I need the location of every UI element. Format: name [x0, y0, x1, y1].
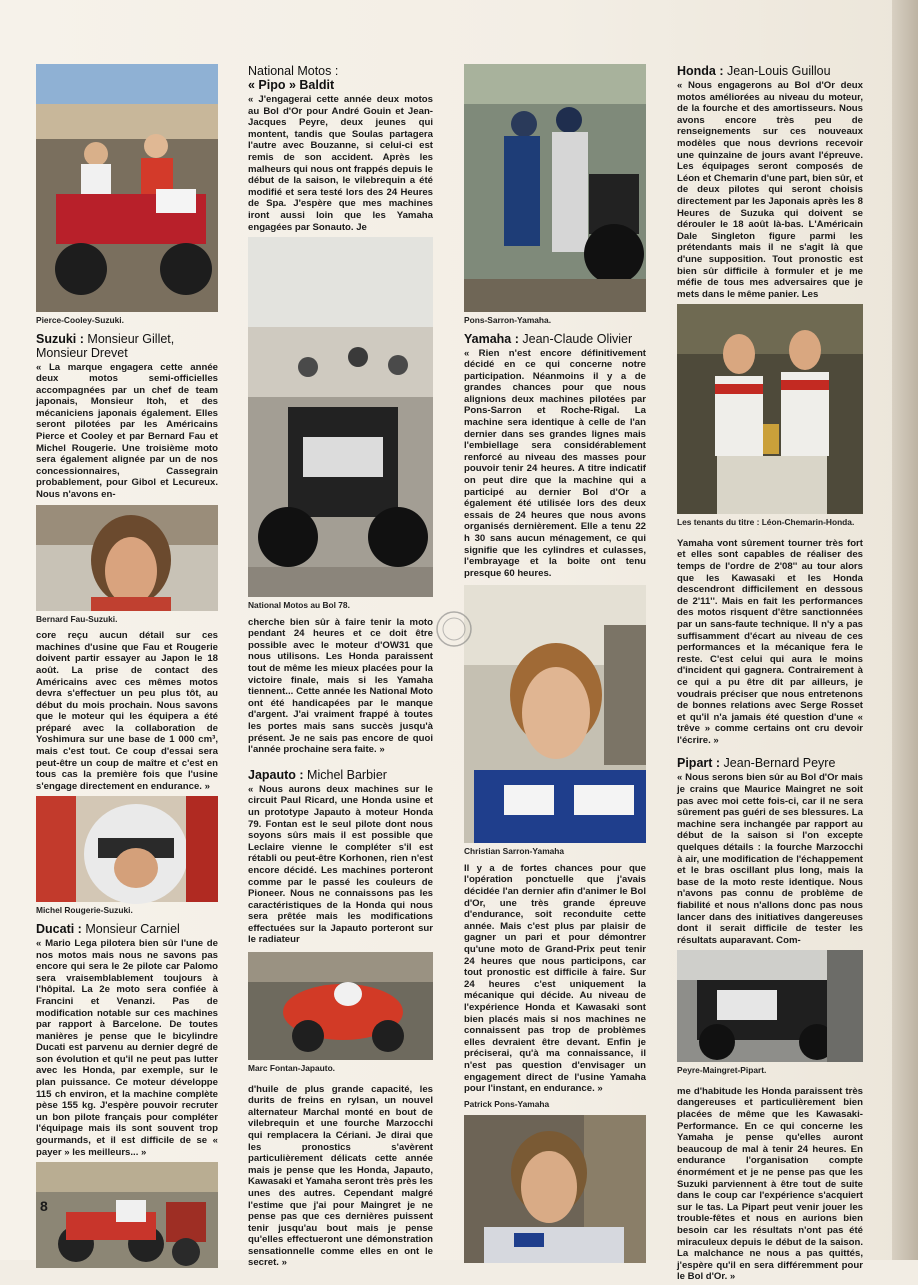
article-text: « Rien n'est encore définitivement décidé en ce qui concerne notre participation. Néanmoins il y a de grandes chances pour que nous alignions deux machines pilotées par Pons-Sarron et Roche-Rigal. La machine sera identique à celle de l'an dernier dans ses grandes lignes mais l'embiellage sera considérablement renforcé au niveau des masses pour pouvoir tenir 24 heures. A titre indicatif on peut dire que la machine qui a participé au dernier Bol d'Or a également été utilisée lors des deux essais de 24 heures que nous avons organisés dernièrement. Elle a tenu 22 h 30 sans aucun ménagement, ce qui signifie que les cylindres et culasses, l'embrayage et la boite ont tenu presque 60 heures. [464, 347, 646, 579]
section-heading-japauto: Japauto : Michel Barbier [248, 767, 387, 782]
article-text: me d'habitude les Honda paraissent très dangereuses et particulièrement bien placées de même que les Kawasaki-Performance. En ce qui concerne les Yamaha je pense qu'elles auront beaucoup de mal à tenir 24 heures. En endurance l'organisation compte énormément et je ne pense pas que les Suzuki parviennent à être tout de suite dans le coup car l'expérience s'acquiert sur le tas. La Pipart peut venir jouer les trouble-fêtes et nous en aurions bien besoin car les résultats n'ont pas été miraculeux depuis le début de la saison. La malchance ne nous a pas quittés, j'espère qu'il en sera différemment pour le Bol d'Or. » [677, 1085, 863, 1283]
column-1 [36, 64, 218, 1268]
article-text: d'huile de plus grande capacité, les durits de freins en rylsan, un nouvel alternateur Marchal monté en bout de vilebrequin et une fourche Marzocchi qui remplacera la Cériani. Je dirai que les pronostics s'avèrent particulièrement délicats cette année mais je pense que les Honda, Japauto, Kawasaki et Yamaha seront très près les unes des autres. Cependant malgré l'estime que j'ai pour Maingret je ne pense pas que ces dernières puissent tenir jusqu'au bout mais je pense qu'elles effectueront une démonstration sensationnelle comme elles en ont le secret. » [248, 1083, 433, 1269]
caption: Christian Sarron-Yamaha [464, 846, 565, 857]
motorpress-stamp-logo [434, 609, 478, 649]
article-text: Il y a de fortes chances pour que l'opération ponctuelle que j'avais décidée l'an dernier afin d'animer le Bol d'Or, une très grande épreuve d'endurance, soit reconduite cette année. Mais c'est plus par plaisir de gagner un pari et pour démontrer qu'une moto de Grand-Prix peut tenir 24 heures que nous participons, car tout pronostic est difficile à faire. Sur 24 heures c'est uniquement la mécanique qui décide. Au niveau de l'expérience Honda et Kawasaki sont bien placés mais si nos machines ne connaissent pas trop de problèmes elles devraient être devant. Enfin je préciserai, qu'à ma connaissance, il n'est pas question d'envisager un engagement direct de l'usine Yamaha pour l'instant, en endurance. » [464, 862, 646, 1095]
caption: Pons-Sarron-Yamaha. [464, 315, 552, 325]
article-text: « Nous engagerons au Bol d'Or deux motos améliorées au niveau du moteur, de la fourche et des amortisseurs. Nous avons encore très peu de renseignements sur ces nouveaux modèles que nous devrions recevoir une quinzaine de jours avant l'épreuve. Les équipages seront composés de Léon et Chemarin d'une part, bien sûr, et de deux pilotes qui seront choisis directement par les Japonais après les 8 Heures de Suzuka qui doivent se dérouler le 18 août là-bas. L'Américain Dale Singleton figure parmi les prétendants mais il ne s'agit là que d'une supposition. Tout pronostic est bien sûr difficile à formuler et je me méfie de tous mes adversaires que je mets dans le même panier. Les [677, 80, 863, 300]
article-text: « Nous aurons deux machines sur le circuit Paul Ricard, une Honda usine et un prototype Japauto à moteur Honda 79. Fontan est le seul pilote dont nous soyons sûrs mais il est possible que Leclaire vienne le compléter s'il est rétabli ou peut-être Korhonen, rien n'est encore décidé. Les machines porteront comme par le passé les couleurs de Pioneer. Nous ne connaissons pas les caractéristiques de la Honda qui nous sera prêtée mais les modifications effectuées sur la Japauto porteront sur le radiateur [248, 783, 433, 946]
article-text: core reçu aucun détail sur ces machines d'usine que Fau et Rougerie doivent partir essayer au Japon le 18 août. La prise de contact des Américains avec ces mêmes motos devra s'effectuer un peu plus tôt, au début du mois prochain. Nous savons que le moteur qui les équipera a été préparé avec la collaboration de Yoshimura sur une base de 1 000 cm³, mais c'est tout. Ce coup d'essai sera peut-être un coup de maître et c'est en tous cas la première fois que l'usine s'engage directement en endurance. » [36, 630, 218, 792]
section-heading-honda: Honda : Jean-Louis Guillou [677, 64, 831, 78]
section-heading-ducati: Ducati : Monsieur Carniel [36, 921, 180, 936]
photo-ducati-race [36, 1162, 218, 1268]
page-edge-shadow [892, 0, 918, 1260]
photo-leon-chemarin-honda [677, 304, 863, 514]
caption: Pierce-Cooley-Suzuki. [36, 315, 124, 325]
section-heading-suzuki: Suzuki : Monsieur Gillet, Monsieur Drevet [36, 331, 175, 360]
caption: Les tenants du titre : Léon-Chemarin-Honda. [677, 517, 855, 528]
photo-pons-sarron-yamaha [464, 64, 646, 312]
page-number: 8 [40, 1198, 48, 1214]
photo-michel-rougerie [36, 796, 218, 902]
caption: Peyre-Maingret-Pipart. [677, 1065, 767, 1076]
caption: Bernard Fau-Suzuki. [36, 613, 118, 624]
caption: Patrick Pons-Yamaha [464, 1098, 550, 1109]
photo-marc-fontan [248, 952, 433, 1060]
photo-pierce-cooley-suzuki [36, 64, 218, 312]
article-text: « Nous serons bien sûr au Bol d'Or mais je crains que Maurice Maingret ne soit pas avec moi cette fois-ci, car il ne sera sûrement pas guéri de ses blessures. La machine sera inchangée par rapport au début de la saison si l'on excepte quelques détails : la fourche Marzocchi à air, une modification de l'échappement et le bras oscillant plus long, mais la base de la moto reste identique. Nous n'avons pas connu de problème de fiabilité et nous n'allons donc pas nous lancer dans des initiatives dangereuses dont il serait difficile de tester les résultats auparavant. Com- [677, 772, 863, 946]
caption: Michel Rougerie-Suzuki. [36, 905, 133, 916]
article-text: Yamaha vont sûrement tourner très fort et elles sont capables de réaliser des temps de l'ordre de 2'08'' au tour alors que les Kawasaki et les Honda descendront difficilement en dessous de 2'11''. Mais en fait les performances des motos risquent d'être sanctionnées par un sans-faute technique. Il n'y a pas suffisamment d'écart au niveau de ces performances et la mécanique fera le reste. C'est celui qui aura le moins d'incident qui gagnera. Contrairement à ce qui a pu être dit par ailleurs, je voudrais préciser que nous entretenons de bonnes relations avec Serge Rosset et qu'il n'a jamais été question d'une « trêve » comme certains ont cru devoir l'écrire. » [677, 537, 863, 746]
column-4 [677, 64, 863, 1285]
section-heading-pipart: Pipart : Jean-Bernard Peyre [677, 756, 836, 771]
photo-christian-sarron [464, 585, 646, 843]
article-text: « La marque engagera cette année deux motos semi-officielles accompagnées par un chef de team japonais, Monsieur Itoh, et des mécaniciens japonais également. Elles seront pilotées par les Américains Pierce et Cooley et par Bernard Fau et Michel Rougerie. Une troisième moto sera également alignée par un de nos concessionnaires, Cassegrain probablement, pour Gibol et Lecureux. Nous n'avons en- [36, 361, 218, 501]
caption: National Motos au Bol 78. [248, 600, 350, 611]
photo-bernard-fau [36, 505, 218, 611]
caption: Marc Fontan-Japauto. [248, 1063, 336, 1074]
article-text: cherche bien sûr à faire tenir la moto pendant 24 heures et ce doit être possible avec le moteur d'OW31 que nous utilisons. Les Honda paraissent tout de même les mieux placées pour la victoire finale, mais si les Yamaha tiennent... Cette année les National Moto ont été handicapées par le manque d'argent. J'ai vraiment frappé à toutes les portes mais sans succès jusqu'à présent. Je ne sais pas encore de quoi l'année prochaine sera faite. » [248, 616, 433, 756]
article-text: « Mario Lega pilotera bien sûr l'une de nos motos mais nous ne savons pas encore qui sera le 2e pilote car Palomo sera vraisemblablement toujours à l'hôpital. La 2e moto sera confiée à Francini et Venanzi. Pas de modification notable sur ces machines par rapport à Barcelone. De toutes manières je pense que le bicylindre Ducati est parvenu au dernier degré de son évolution et qu'il ne peut pas lutter avec les Honda, par exemple, sur le plan puissance. Ce moteur développe 115 ch environ, et la machine complète pèse 155 kg. J'espère pouvoir recruter un bon pilote français pour compléter l'équipage mais ils sont souvent trop gourmands, et il est difficile de se « payer » les meilleurs... » [36, 937, 218, 1158]
photo-patrick-pons [464, 1115, 646, 1263]
photo-peyre-maingret-pipart [677, 950, 863, 1062]
article-text: « J'engagerai cette année deux motos au Bol d'Or pour André Gouin et Jean-Jacques Peyre, deux jeunes qui montent, tandis que Soulas partagera l'autre avec Bouzanne, si celui-ci est remis de son accident. Après les malheurs qui nous ont frappés depuis le début de la saison, le vilebrequin a été modifié et sera testé lors des 24 Heures de Spa. J'espère que mes machines iront aussi loin que les Yamaha engagées par Sonauto. Je [248, 94, 433, 233]
section-heading-yamaha: Yamaha : Jean-Claude Olivier [464, 331, 633, 346]
photo-national-motos-bol-78 [248, 237, 433, 597]
column-2 [248, 64, 433, 1271]
column-3 [464, 64, 646, 1263]
section-heading-national-motos: National Motos : « Pipo » Baldit [248, 64, 339, 92]
